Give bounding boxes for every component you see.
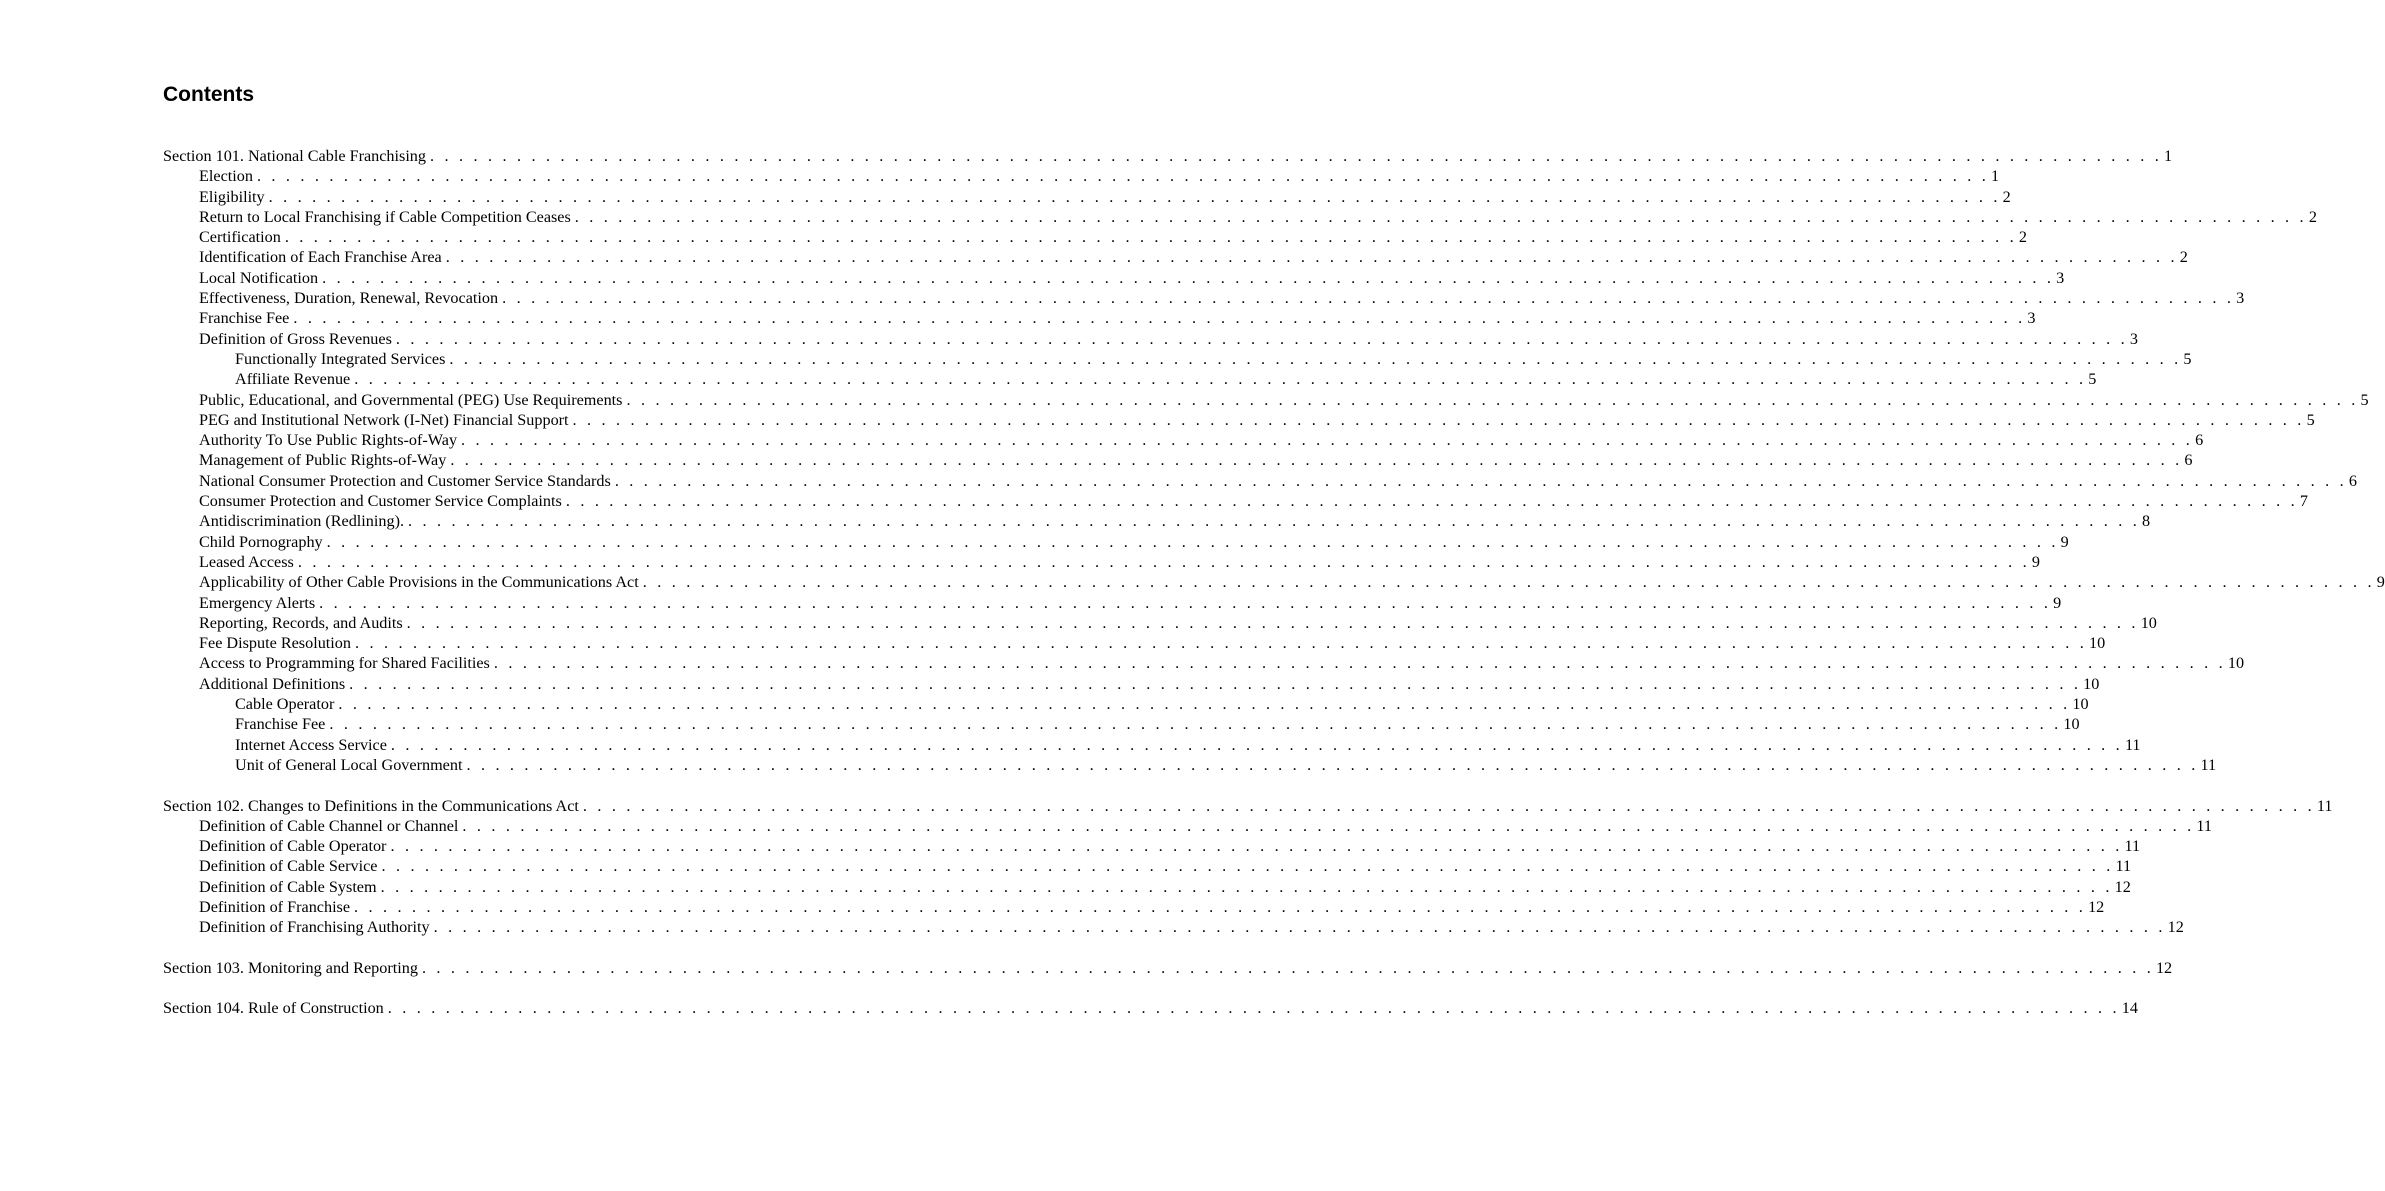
toc-entry — [163, 166, 2000, 186]
toc-entry-label: Affiliate Revenue — [235, 370, 351, 389]
toc-entry — [163, 633, 2106, 653]
toc-entry — [163, 146, 2173, 166]
toc-entry-page: 11 — [2196, 816, 2212, 835]
toc-entry-page: 12 — [2155, 958, 2173, 977]
toc-entry-page: 10 — [2140, 613, 2157, 632]
toc-entry-label: Section 103. Monitoring and Reporting — [163, 958, 418, 977]
toc-entry-page: 5 — [2088, 370, 2097, 389]
toc-entry-page: 11 — [2115, 857, 2132, 876]
contents-heading: Contents — [163, 83, 254, 106]
toc-entry — [163, 674, 2100, 694]
toc-leader-dots: . . . . . . . . . . . . . . . . . . . . . . . . . . . . . . . . . . . . . . . . . . . . . . . . . . . . . . . . . . . . . . . . . . . . . . . . . . . . . . . . . . . . . . . . . . . . . . . . . . . . . . . . . . . . . . . . . . . . . . . . — [445, 248, 2178, 267]
toc-entry-label: Return to Local Franchising if Cable Competition Ceases — [199, 207, 571, 226]
toc-leader-dots: . . . . . . . . . . . . . . . . . . . . . . . . . . . . . . . . . . . . . . . . . . . . . . . . . . . . . . . . . . . . . . . . . . . . . . . . . . . . . . . . . . . . . . . . . . . . . . . . . . . . . . . . . . . . . . . . . . . . . . . . — [390, 735, 2123, 754]
toc-entry-page: 14 — [2121, 999, 2138, 1018]
toc-entry — [163, 877, 2131, 897]
toc-entry-page: 12 — [2167, 918, 2184, 937]
toc-leader-dots: . . . . . . . . . . . . . . . . . . . . . . . . . . . . . . . . . . . . . . . . . . . . . . . . . . . . . . . . . . . . . . . . . . . . . . . . . . . . . . . . . . . . . . . . . . . . . . . . . . . . . . . . . . . . . . . . . . . . . . . . — [349, 674, 2082, 693]
toc-entry-page: 9 — [2031, 552, 2040, 571]
toc-entry — [163, 288, 2245, 308]
toc-entry-page: 2 — [2308, 207, 2317, 226]
toc-leader-dots: . . . . . . . . . . . . . . . . . . . . . . . . . . . . . . . . . . . . . . . . . . . . . . . . . . . . . . . . . . . . . . . . . . . . . . . . . . . . . . . . . . . . . . . . . . . . . . . . . . . . . . . . . . . . . . . . . . . . . . . . — [430, 147, 2163, 165]
toc-entry — [163, 653, 2245, 673]
toc-entry — [163, 836, 2141, 856]
toc-leader-dots: . . . . . . . . . . . . . . . . . . . . . . . . . . . . . . . . . . . . . . . . . . . . . . . . . . . . . . . . . . . . . . . . . . . . . . . . . . . . . . . . . . . . . . . . . . . . . . . . . . . . . . . . . . . . . . . . . . . . . . . . — [380, 877, 2113, 896]
table-of-contents — [163, 146, 2385, 1019]
toc-leader-dots: . . . . . . . . . . . . . . . . . . . . . . . . . . . . . . . . . . . . . . . . . . . . . . . . . . . . . . . . . . . . . . . . . . . . . . . . . . . . . . . . . . . . . . . . . . . . . . . . . . . . . . . . . . . . . . . . . . . . . . . . — [381, 857, 2114, 876]
toc-entry — [163, 998, 2138, 1018]
toc-entry — [163, 308, 2036, 328]
toc-entry-page: 1 — [1990, 167, 2000, 186]
toc-entry-page: 9 — [2060, 532, 2069, 551]
toc-leader-dots: . . . . . . . . . . . . . . . . . . . . . . . . . . . . . . . . . . . . . . . . . . . . . . . . . . . . . . . . . . . . . . . . . . . . . . . . . . . . . . . . . . . . . . . . . . . . . . . . . . . . . . . . . . . . . . . . . . . . . . . . — [449, 349, 2182, 368]
toc-leader-dots: . . . . . . . . . . . . . . . . . . . . . . . . . . . . . . . . . . . . . . . . . . . . . . . . . . . . . . . . . . . . . . . . . . . . . . . . . . . . . . . . . . . . . . . . . . . . . . . . . . . . . . . . . . . . . . . . . . . . . . . . — [284, 228, 2017, 247]
toc-entry-label: Antidiscrimination (Redlining). — [199, 512, 405, 531]
toc-entry-page: 2 — [2179, 248, 2188, 267]
toc-entry-page: 6 — [2184, 451, 2193, 470]
toc-leader-dots: . . . . . . . . . . . . . . . . . . . . . . . . . . . . . . . . . . . . . . . . . . . . . . . . . . . . . . . . . . . . . . . . . . . . . . . . . . . . . . . . . . . . . . . . . . . . . . . . . . . . . . . . . . . . . . . . . . . . . . . . — [406, 613, 2139, 632]
toc-entry-page: 6 — [2195, 431, 2204, 450]
toc-leader-dots: . . . . . . . . . . . . . . . . . . . . . . . . . . . . . . . . . . . . . . . . . . . . . . . . . . . . . . . . . . . . . . . . . . . . . . . . . . . . . . . . . . . . . . . . . . . . . . . . . . . . . . . . . . . . . . . . . . . . . . . . — [421, 958, 2154, 977]
toc-entry — [163, 856, 2132, 876]
toc-leader-dots: . . . . . . . . . . . . . . . . . . . . . . . . . . . . . . . . . . . . . . . . . . . . . . . . . . . . . . . . . . . . . . . . . . . . . . . . . . . . . . . . . . . . . . . . . . . . . . . . . . . . . . . . . . . . . . . . . . . . . . . . — [256, 167, 1989, 186]
toc-entry-label: Consumer Protection and Customer Service Complaints — [199, 492, 562, 511]
toc-entry-page: 8 — [2142, 512, 2151, 531]
toc-entry-label: Leased Access — [199, 552, 294, 571]
toc-leader-dots: . . . . . . . . . . . . . . . . . . . . . . . . . . . . . . . . . . . . . . . . . . . . . . . . . . . . . . . . . . . . . . . . . . . . . . . . . . . . . . . . . . . . . . . . . . . . . . . . . . . . . . . . . . . . . . . . . . . . . . . . — [390, 837, 2123, 856]
toc-entry-label: Emergency Alerts — [199, 593, 316, 612]
toc-entry — [163, 349, 2192, 369]
toc-entry-label: Management of Public Rights-of-Way — [199, 451, 447, 470]
toc-leader-dots: . . . . . . . . . . . . . . . . . . . . . . . . . . . . . . . . . . . . . . . . . . . . . . . . . . . . . . . . . . . . . . . . . . . . . . . . . . . . . . . . . . . . . . . . . . . . . . . . . . . . . . . . . . . . . . . . . . . . . . . . — [466, 755, 2199, 774]
toc-entry — [163, 593, 2062, 613]
toc-entry-page: 2 — [2002, 187, 2011, 206]
toc-entry-label: Fee Dispute Resolution — [199, 634, 351, 653]
toc-entry-page: 10 — [2063, 715, 2080, 734]
toc-entry — [163, 796, 2333, 816]
toc-leader-dots: . . . . . . . . . . . . . . . . . . . . . . . . . . . . . . . . . . . . . . . . . . . . . . . . . . . . . . . . . . . . . . . . . . . . . . . . . . . . . . . . . . . . . . . . . . . . . . . . . . . . . . . . . . . . . . . . . . . . . . . . — [297, 552, 2030, 571]
toc-entry-page: 3 — [2236, 289, 2245, 308]
toc-entry — [163, 247, 2188, 267]
toc-entry-page: 3 — [2027, 309, 2036, 328]
toc-entry-label: Section 101. National Cable Franchising — [163, 147, 426, 165]
toc-entry-label: Definition of Franchising Authority — [199, 918, 430, 937]
toc-entry — [163, 958, 2173, 978]
toc-entry-label: Internet Access Service — [235, 735, 387, 754]
toc-entry-page: 6 — [2348, 471, 2357, 490]
toc-entry-label: Definition of Cable Operator — [199, 837, 387, 856]
toc-entry-label: Authority To Use Public Rights-of-Way — [199, 431, 458, 450]
toc-entry-label: Section 102. Changes to Definitions in the Communications Act — [163, 796, 579, 815]
toc-entry-page: 3 — [2129, 329, 2138, 348]
toc-entry-page: 3 — [2056, 268, 2065, 287]
toc-leader-dots: . . . . . . . . . . . . . . . . . . . . . . . . . . . . . . . . . . . . . . . . . . . . . . . . . . . . . . . . . . . . . . . . . . . . . . . . . . . . . . . . . . . . . . . . . . . . . . . . . . . . . . . . . . . . . . . . . . . . . . . . — [450, 451, 2183, 470]
toc-leader-dots: . . . . . . . . . . . . . . . . . . . . . . . . . . . . . . . . . . . . . . . . . . . . . . . . . . . . . . . . . . . . . . . . . . . . . . . . . . . . . . . . . . . . . . . . . . . . . . . . . . . . . . . . . . . . . . . . . . . . . . . . — [565, 492, 2298, 511]
toc-leader-dots: . . . . . . . . . . . . . . . . . . . . . . . . . . . . . . . . . . . . . . . . . . . . . . . . . . . . . . . . . . . . . . . . . . . . . . . . . . . . . . . . . . . . . . . . . . . . . . . . . . . . . . . . . . . . . . . . . . . . . . . . — [572, 410, 2305, 429]
toc-entry — [163, 207, 2317, 227]
toc-entry-page: 9 — [2053, 593, 2062, 612]
toc-leader-dots: . . . . . . . . . . . . . . . . . . . . . . . . . . . . . . . . . . . . . . . . . . . . . . . . . . . . . . . . . . . . . . . . . . . . . . . . . . . . . . . . . . . . . . . . . . . . . . . . . . . . . . . . . . . . . . . . . . . . . . . . — [462, 816, 2195, 835]
toc-leader-dots: . . . . . . . . . . . . . . . . . . . . . . . . . . . . . . . . . . . . . . . . . . . . . . . . . . . . . . . . . . . . . . . . . . . . . . . . . . . . . . . . . . . . . . . . . . . . . . . . . . . . . . . . . . . . . . . . . . . . . . . . — [574, 207, 2307, 226]
toc-entry-page: 11 — [2124, 735, 2141, 754]
toc-entry-label: Unit of General Local Government — [235, 755, 463, 774]
toc-leader-dots: . . . . . . . . . . . . . . . . . . . . . . . . . . . . . . . . . . . . . . . . . . . . . . . . . . . . . . . . . . . . . . . . . . . . . . . . . . . . . . . . . . . . . . . . . . . . . . . . . . . . . . . . . . . . . . . . . . . . . . . . — [395, 329, 2128, 348]
toc-leader-dots: . . . . . . . . . . . . . . . . . . . . . . . . . . . . . . . . . . . . . . . . . . . . . . . . . . . . . . . . . . . . . . . . . . . . . . . . . . . . . . . . . . . . . . . . . . . . . . . . . . . . . . . . . . . . . . . . . . . . . . . . — [268, 187, 2001, 206]
toc-entry — [163, 187, 2011, 207]
toc-entry-page: 11 — [2200, 755, 2217, 774]
toc-entry — [163, 917, 2184, 937]
toc-entry-label: Child Pornography — [199, 532, 323, 551]
toc-entry — [163, 735, 2141, 755]
toc-leader-dots: . . . . . . . . . . . . . . . . . . . . . . . . . . . . . . . . . . . . . . . . . . . . . . . . . . . . . . . . . . . . . . . . . . . . . . . . . . . . . . . . . . . . . . . . . . . . . . . . . . . . . . . . . . . . . . . . . . . . . . . . — [354, 370, 2087, 389]
toc-entry-label: Section 104. Rule of Construction — [163, 999, 384, 1018]
toc-leader-dots: . . . . . . . . . . . . . . . . . . . . . . . . . . . . . . . . . . . . . . . . . . . . . . . . . . . . . . . . . . . . . . . . . . . . . . . . . . . . . . . . . . . . . . . . . . . . . . . . . . . . . . . . . . . . . . . . . . . . . . . . — [582, 796, 2315, 815]
toc-leader-dots: . . . . . . . . . . . . . . . . . . . . . . . . . . . . . . . . . . . . . . . . . . . . . . . . . . . . . . . . . . . . . . . . . . . . . . . . . . . . . . . . . . . . . . . . . . . . . . . . . . . . . . . . . . . . . . . . . . . . . . . . — [387, 999, 2120, 1018]
toc-entry — [163, 572, 2385, 592]
toc-entry — [163, 694, 2089, 714]
toc-leader-dots: . . . . . . . . . . . . . . . . . . . . . . . . . . . . . . . . . . . . . . . . . . . . . . . . . . . . . . . . . . . . . . . . . . . . . . . . . . . . . . . . . . . . . . . . . . . . . . . . . . . . . . . . . . . . . . . . . . . . . . . . — [433, 918, 2166, 937]
toc-entry-page: 11 — [2316, 796, 2333, 815]
toc-entry-page: 10 — [2083, 674, 2100, 693]
toc-leader-dots: . . . . . . . . . . . . . . . . . . . . . . . . . . . . . . . . . . . . . . . . . . . . . . . . . . . . . . . . . . . . . . . . . . . . . . . . . . . . . . . . . . . . . . . . . . . . . . . . . . . . . . . . . . . . . . . . . . . . . . . . — [354, 634, 2087, 653]
toc-leader-dots: . . . . . . . . . . . . . . . . . . . . . . . . . . . . . . . . . . . . . . . . . . . . . . . . . . . . . . . . . . . . . . . . . . . . . . . . . . . . . . . . . . . . . . . . . . . . . . . . . . . . . . . . . . . . . . . . . . . . . . . . — [493, 654, 2226, 673]
toc-entry-label: Local Notification — [199, 268, 319, 287]
toc-entry-label: Functionally Integrated Services — [235, 349, 446, 368]
toc-entry-label: Definition of Cable System — [199, 877, 377, 896]
toc-leader-dots: . . . . . . . . . . . . . . . . . . . . . . . . . . . . . . . . . . . . . . . . . . . . . . . . . . . . . . . . . . . . . . . . . . . . . . . . . . . . . . . . . . . . . . . . . . . . . . . . . . . . . . . . . . . . . . . . . . . . . . . . — [502, 289, 2235, 308]
toc-entry-page: 2 — [2018, 228, 2027, 247]
toc-leader-dots: . . . . . . . . . . . . . . . . . . . . . . . . . . . . . . . . . . . . . . . . . . . . . . . . . . . . . . . . . . . . . . . . . . . . . . . . . . . . . . . . . . . . . . . . . . . . . . . . . . . . . . . . . . . . . . . . . . . . . . . . — [461, 431, 2194, 450]
toc-entry — [163, 714, 2080, 734]
toc-entry — [163, 268, 2065, 288]
toc-entry — [163, 329, 2138, 349]
toc-entry-label: Applicability of Other Cable Provisions in the Communications Act — [199, 573, 639, 592]
toc-leader-dots: . . . . . . . . . . . . . . . . . . . . . . . . . . . . . . . . . . . . . . . . . . . . . . . . . . . . . . . . . . . . . . . . . . . . . . . . . . . . . . . . . . . . . . . . . . . . . . . . . . . . . . . . . . . . . . . . . . . . . . . . — [329, 715, 2062, 734]
toc-entry-page: 11 — [2124, 837, 2141, 856]
toc-entry-page: 9 — [2376, 573, 2385, 592]
toc-entry — [163, 390, 2369, 410]
toc-leader-dots: . . . . . . . . . . . . . . . . . . . . . . . . . . . . . . . . . . . . . . . . . . . . . . . . . . . . . . . . . . . . . . . . . . . . . . . . . . . . . . . . . . . . . . . . . . . . . . . . . . . . . . . . . . . . . . . . . . . . . . . . — [322, 268, 2055, 287]
toc-entry-label: Definition of Cable Channel or Channel — [199, 816, 459, 835]
toc-leader-dots: . . . . . . . . . . . . . . . . . . . . . . . . . . . . . . . . . . . . . . . . . . . . . . . . . . . . . . . . . . . . . . . . . . . . . . . . . . . . . . . . . . . . . . . . . . . . . . . . . . . . . . . . . . . . . . . . . . . . . . . . — [354, 897, 2087, 916]
toc-entry-label: Reporting, Records, and Audits — [199, 613, 403, 632]
toc-entry-page: 12 — [2114, 877, 2131, 896]
toc-entry — [163, 227, 2027, 247]
toc-entry-label: PEG and Institutional Network (I-Net) Financial Support — [199, 410, 569, 429]
toc-leader-dots: . . . . . . . . . . . . . . . . . . . . . . . . . . . . . . . . . . . . . . . . . . . . . . . . . . . . . . . . . . . . . . . . . . . . . . . . . . . . . . . . . . . . . . . . . . . . . . . . . . . . . . . . . . . . . . . . . . . . . . . . — [626, 390, 2359, 409]
toc-entry — [163, 430, 2204, 450]
toc-leader-dots: . . . . . . . . . . . . . . . . . . . . . . . . . . . . . . . . . . . . . . . . . . . . . . . . . . . . . . . . . . . . . . . . . . . . . . . . . . . . . . . . . . . . . . . . . . . . . . . . . . . . . . . . . . . . . . . . . . . . . . . . — [338, 695, 2071, 714]
toc-entry-page: 5 — [2306, 410, 2315, 429]
toc-entry — [163, 410, 2315, 430]
toc-entry-label: Franchise Fee — [199, 309, 290, 328]
toc-leader-dots: . . . . . . . . . . . . . . . . . . . . . . . . . . . . . . . . . . . . . . . . . . . . . . . . . . . . . . . . . . . . . . . . . . . . . . . . . . . . . . . . . . . . . . . . . . . . . . . . . . . . . . . . . . . . . . . . . . . . . . . . — [408, 512, 2141, 531]
toc-entry-label: Public, Educational, and Governmental (PEG) Use Requirements — [199, 390, 623, 409]
toc-leader-dots: . . . . . . . . . . . . . . . . . . . . . . . . . . . . . . . . . . . . . . . . . . . . . . . . . . . . . . . . . . . . . . . . . . . . . . . . . . . . . . . . . . . . . . . . . . . . . . . . . . . . . . . . . . . . . . . . . . . . . . . . — [642, 573, 2375, 592]
toc-entry — [163, 491, 2308, 511]
toc-entry — [163, 511, 2151, 531]
toc-entry-label: Definition of Franchise — [199, 897, 351, 916]
toc-leader-dots: . . . . . . . . . . . . . . . . . . . . . . . . . . . . . . . . . . . . . . . . . . . . . . . . . . . . . . . . . . . . . . . . . . . . . . . . . . . . . . . . . . . . . . . . . . . . . . . . . . . . . . . . . . . . . . . . . . . . . . . . — [319, 593, 2052, 612]
toc-entry-label: Additional Definitions — [199, 674, 346, 693]
toc-entry-label: Cable Operator — [235, 695, 335, 714]
toc-entry-page: 7 — [2299, 492, 2308, 511]
toc-entry-page: 10 — [2072, 695, 2089, 714]
toc-leader-dots: . . . . . . . . . . . . . . . . . . . . . . . . . . . . . . . . . . . . . . . . . . . . . . . . . . . . . . . . . . . . . . . . . . . . . . . . . . . . . . . . . . . . . . . . . . . . . . . . . . . . . . . . . . . . . . . . . . . . . . . . — [326, 532, 2059, 551]
toc-entry-label: Identification of Each Franchise Area — [199, 248, 442, 267]
toc-entry-page: 10 — [2227, 654, 2245, 673]
toc-entry-page: 10 — [2089, 634, 2106, 653]
toc-entry-page: 12 — [2088, 897, 2105, 916]
toc-leader-dots: . . . . . . . . . . . . . . . . . . . . . . . . . . . . . . . . . . . . . . . . . . . . . . . . . . . . . . . . . . . . . . . . . . . . . . . . . . . . . . . . . . . . . . . . . . . . . . . . . . . . . . . . . . . . . . . . . . . . . . . . — [293, 309, 2026, 328]
toc-entry — [163, 816, 2212, 836]
toc-entry-label: Definition of Cable Service — [199, 857, 378, 876]
toc-entry-label: Election — [199, 167, 253, 186]
toc-entry-page: 5 — [2360, 390, 2369, 409]
toc-entry-label: Eligibility — [199, 187, 265, 206]
toc-entry-page: 5 — [2183, 349, 2192, 368]
toc-entry — [163, 450, 2193, 470]
toc-entry-label: National Consumer Protection and Customer Service Standards — [199, 471, 611, 490]
toc-entry-label: Effectiveness, Duration, Renewal, Revocation — [199, 289, 499, 308]
toc-entry — [163, 369, 2097, 389]
toc-entry-label: Certification — [199, 228, 281, 247]
toc-entry-label: Definition of Gross Revenues — [199, 329, 392, 348]
toc-entry — [163, 552, 2040, 572]
toc-entry-label: Franchise Fee — [235, 715, 326, 734]
toc-entry-page: 1 — [2164, 147, 2173, 165]
toc-entry — [163, 613, 2157, 633]
toc-leader-dots: . . . . . . . . . . . . . . . . . . . . . . . . . . . . . . . . . . . . . . . . . . . . . . . . . . . . . . . . . . . . . . . . . . . . . . . . . . . . . . . . . . . . . . . . . . . . . . . . . . . . . . . . . . . . . . . . . . . . . . . . — [614, 471, 2347, 490]
toc-entry-label: Access to Programming for Shared Facilities — [199, 654, 490, 673]
toc-entry — [163, 471, 2357, 491]
toc-entry — [163, 532, 2069, 552]
toc-entry — [163, 755, 2217, 775]
toc-entry — [163, 897, 2105, 917]
